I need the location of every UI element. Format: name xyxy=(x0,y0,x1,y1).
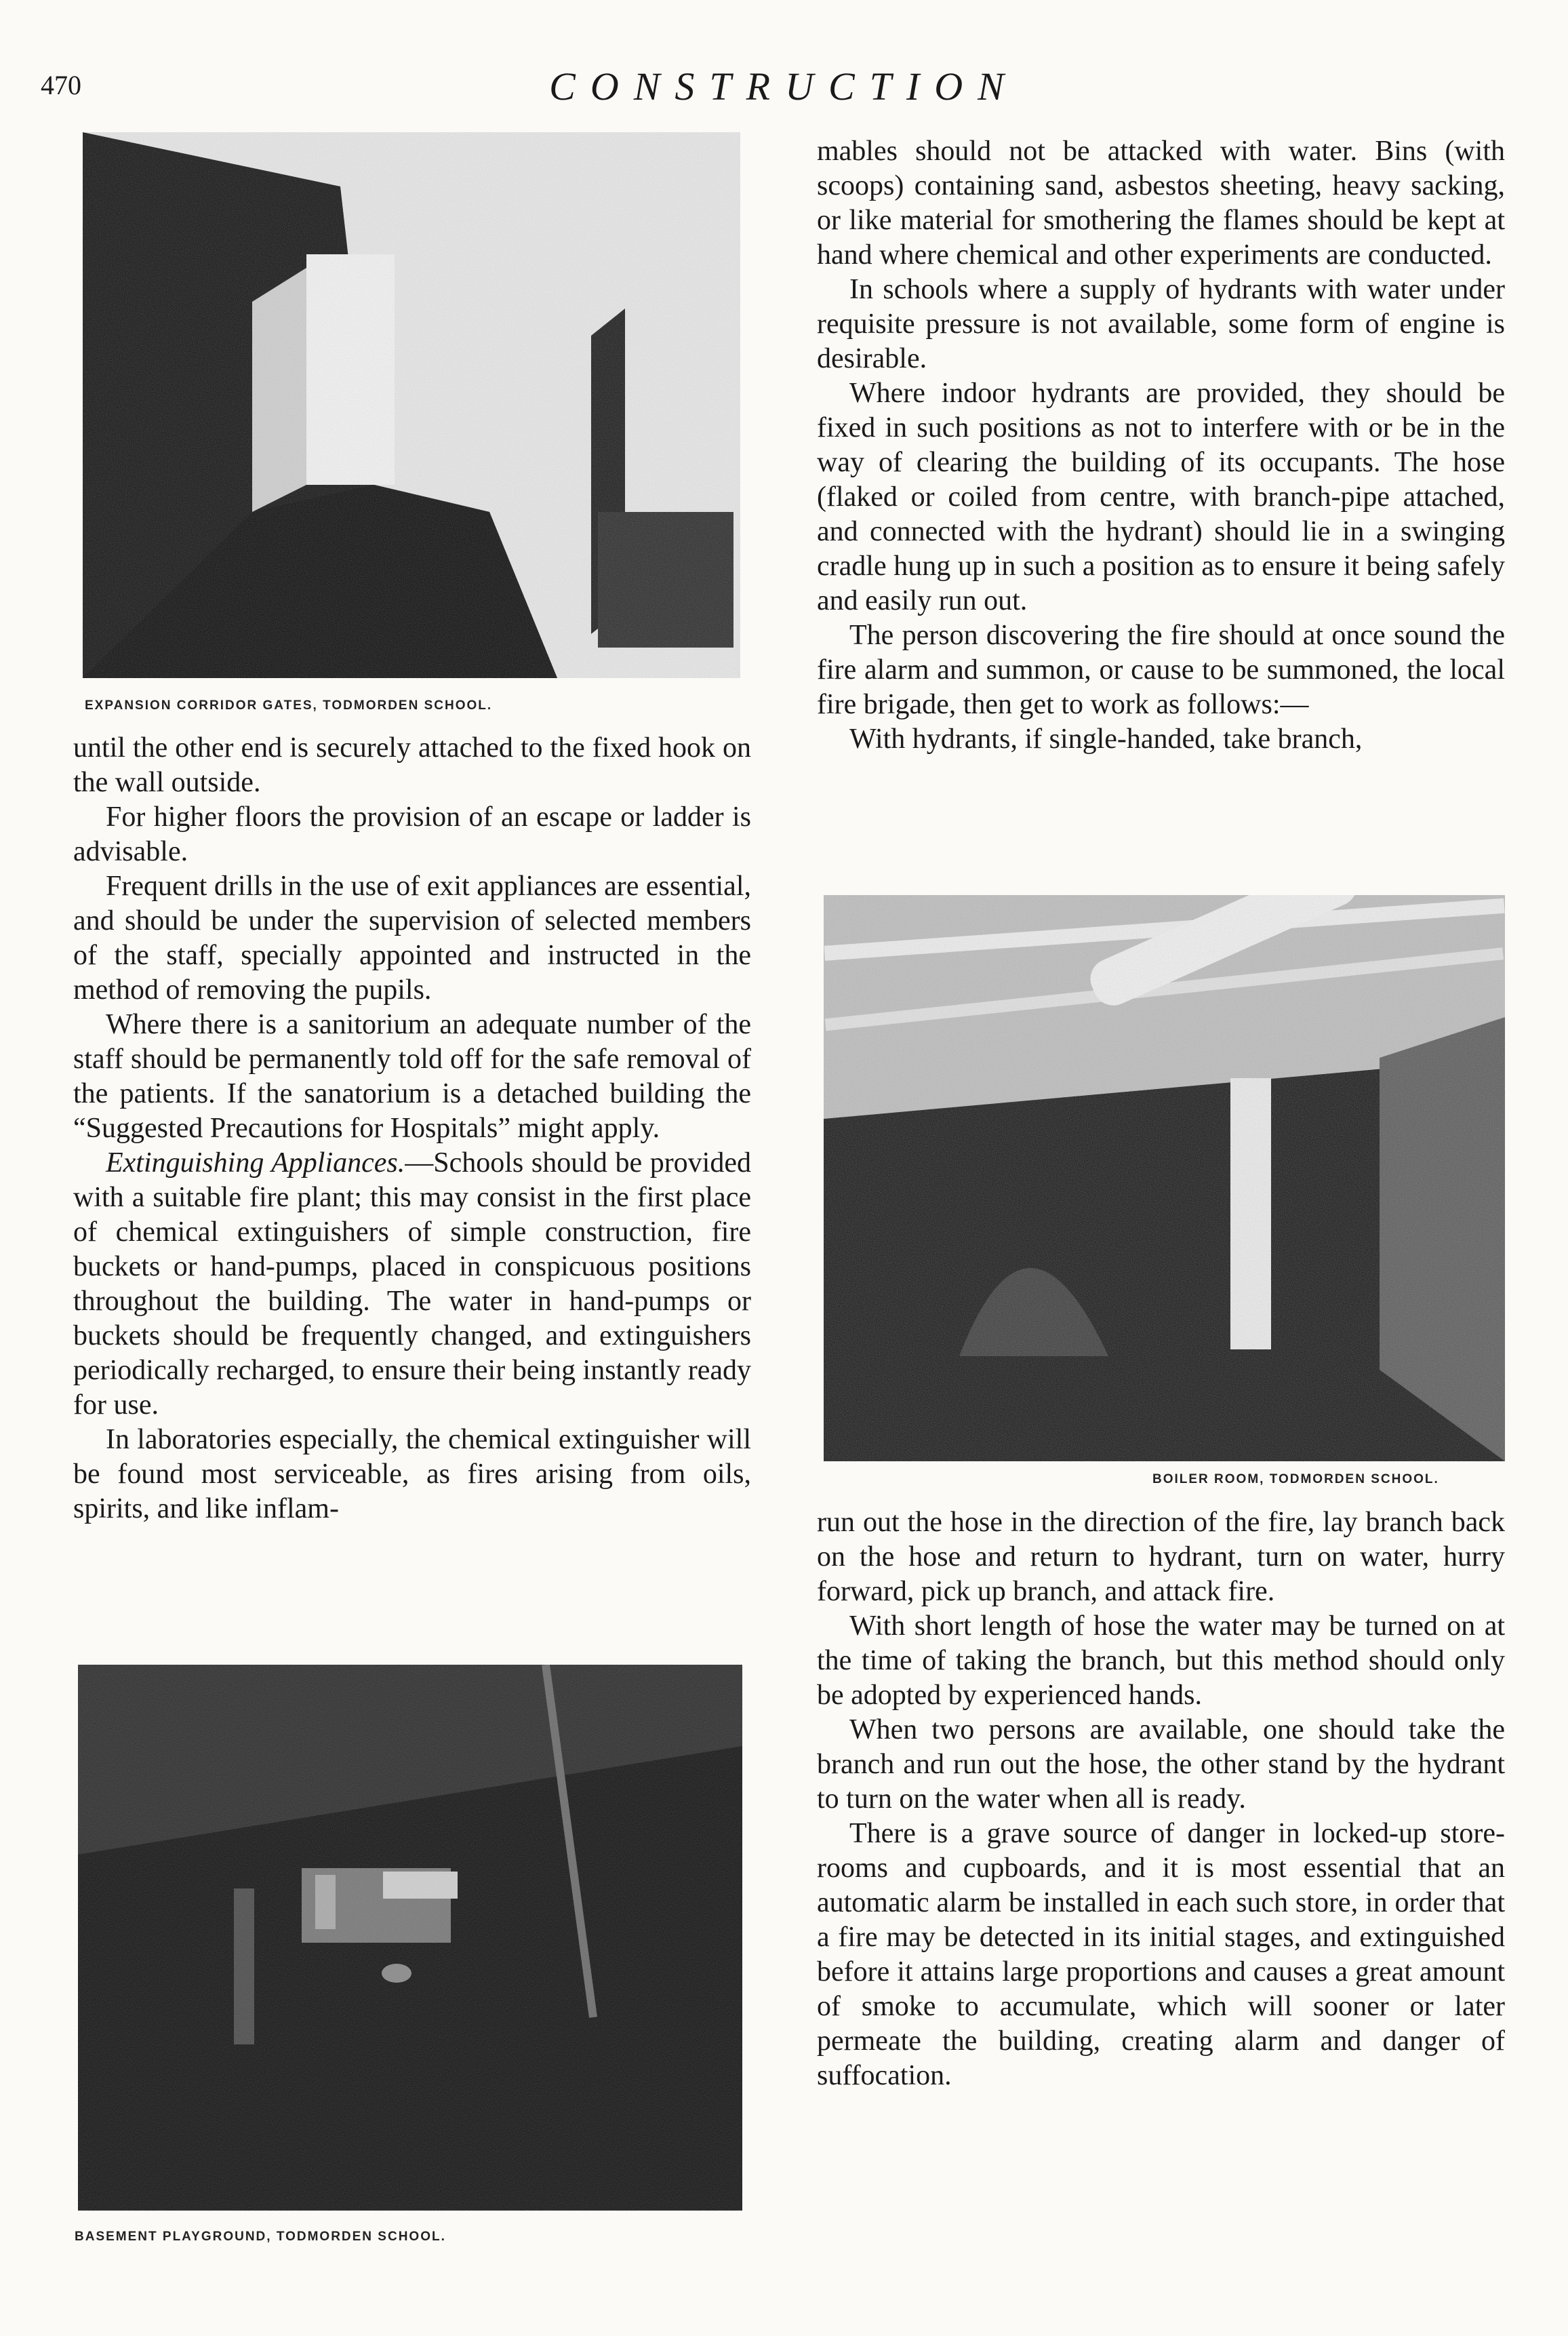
paragraph: For higher floors the provision of an escape or ladder is advisable. xyxy=(73,801,751,867)
boiler-room-caption: BOILER ROOM, TODMORDEN SCHOOL. xyxy=(1152,1472,1439,1486)
paragraph: Where indoor hydrants are provided, they should be fixed in such positions as not to interfere with or be in the way of clearing the building of its occupants. The hose (flaked or coiled from centre, with branch-pipe attached, and connected with the hydrant) should lie in a swinging cradle hung up in such a position as to ensure it being safely and easily run out. xyxy=(817,378,1505,616)
paragraph: With hydrants, if single-handed, take branch, xyxy=(849,724,1363,755)
basement-playground-caption: BASEMENT PLAYGROUND, TODMORDEN SCHOOL. xyxy=(75,2230,446,2244)
basement-playground-photo xyxy=(78,1665,742,2211)
paragraph: run out the hose in the direction of the fire, lay branch back on the hose and return to hydrant, turn on water, hurry forward, pick up branch, and attack fire. xyxy=(817,1507,1505,1607)
paragraph: The person discovering the fire should at once sound the fire alarm and summon, or cause to be summoned, the local fire brigade, then get to work as follows:— xyxy=(817,620,1505,720)
paragraph xyxy=(73,1146,751,1423)
page-number: 470 xyxy=(41,70,81,100)
paragraph: When two persons are available, one should take the branch and run out the hose, the other stand by the hydrant to turn on the water when all is ready. xyxy=(817,1714,1505,1815)
paragraph: until the other end is securely attached to the fixed hook on the wall outside. xyxy=(73,732,751,798)
paragraph: mables should not be attacked with water. Bins (with scoops) containing sand, asbestos sheeting, heavy sacking, or like material for smothering the flames should be kept at hand where chemical and other experiments are conducted. xyxy=(817,136,1505,271)
paragraph: In laboratories especially, the chemical extinguisher will be found most serviceable, as fires arising from oils, spirits, and like inflam- xyxy=(73,1424,751,1524)
section-heading: Extinguishing Appliances. xyxy=(106,1147,405,1179)
paragraph: In schools where a supply of hydrants with water under requisite pressure is not available, some form of engine is desirable. xyxy=(817,274,1505,374)
right-column-bottom xyxy=(817,1505,1505,2093)
boiler-room-photo xyxy=(824,895,1505,1461)
corridor-photo xyxy=(83,132,740,678)
paragraph-body: —Schools should be provided with a suitable fire plant; this may consist in the first place of chemical extinguishers of simple construction, fire buckets or hand-pumps, placed in conspicuous positions throughout the building. The water in hand-pumps or buckets should be frequently changed, and extinguishers periodically recharged, to ensure their being instantly ready for use. xyxy=(73,1147,751,1421)
paragraph: There is a grave source of danger in locked-up store-rooms and cupboards, and it is most essential that an automatic alarm be installed in each such store, in order that a fire may be detected in its initial stages, and extinguished before it attains large proportions and causes a great amount of smoke to accumulate, which will sooner or later permeate the building, creating alarm and danger of suffocation. xyxy=(817,1818,1505,2091)
paragraph: With short length of hose the water may be turned on at the time of taking the branch, but this method should only be adopted by experienced hands. xyxy=(817,1610,1505,1711)
corridor-caption: EXPANSION CORRIDOR GATES, TODMORDEN SCHOOL. xyxy=(85,698,493,713)
paragraph: Frequent drills in the use of exit appliances are essential, and should be under the supervision of selected members of the staff, specially appointed and instructed in the method of removing the pupils. xyxy=(73,871,751,1006)
paragraph: Where there is a sanitorium an adequate number of the staff should be permanently told off for the safe removal of the patients. If the sanatorium is a detached building the “Suggested Precautions for Hospitals” might apply. xyxy=(73,1009,751,1144)
running-title: CONSTRUCTION xyxy=(549,64,1019,108)
left-column-top xyxy=(73,731,751,1526)
right-column-top xyxy=(817,134,1505,757)
